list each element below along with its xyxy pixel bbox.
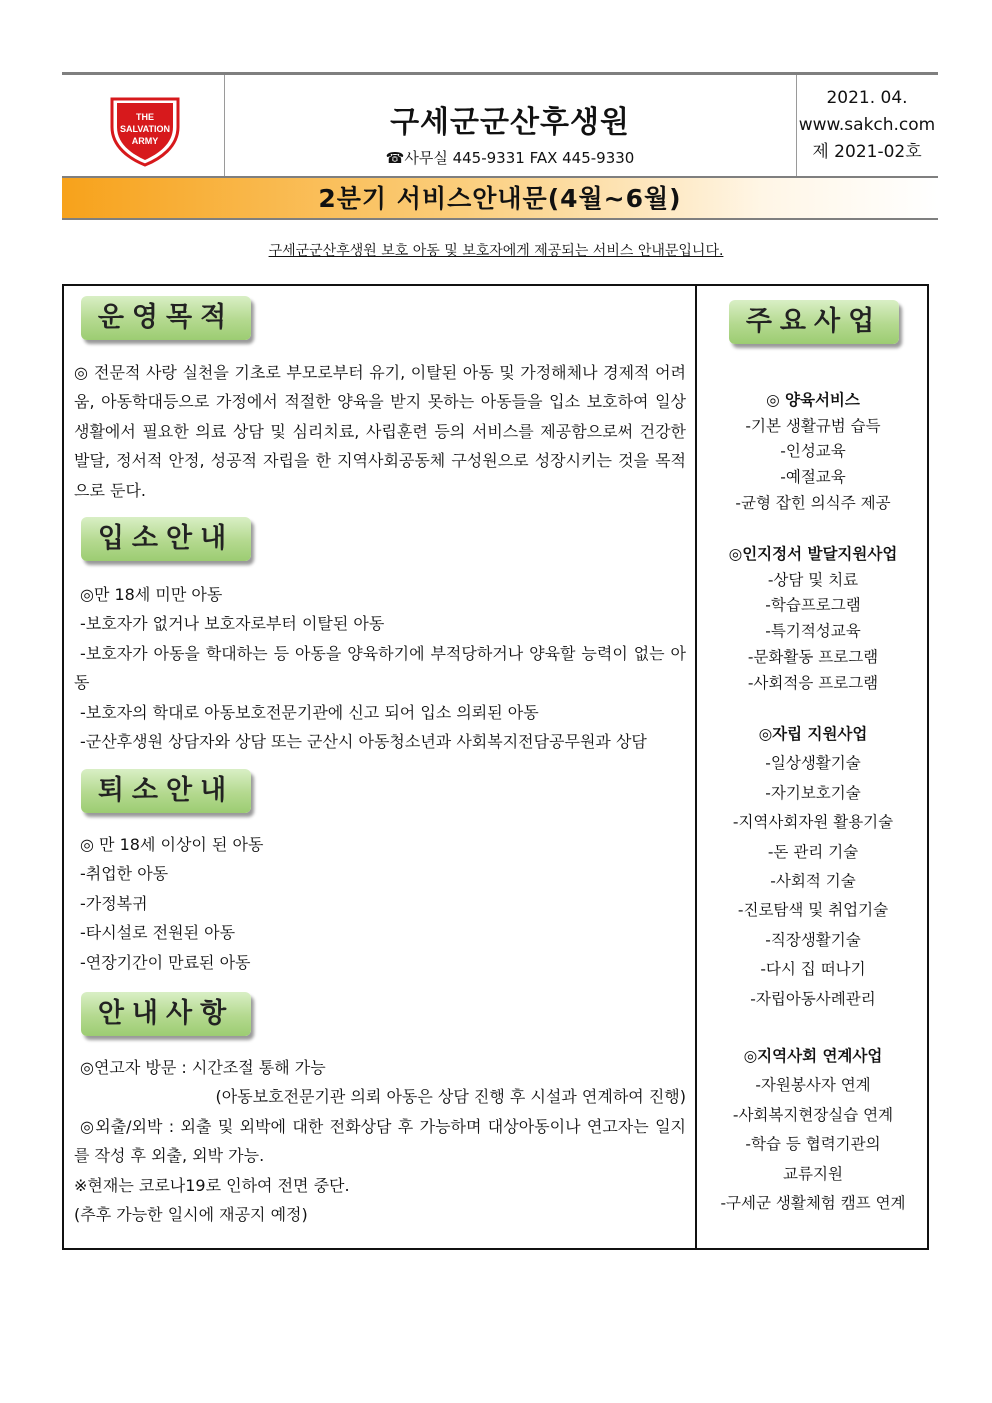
admission-item: -보호자의 학대로 아동보호전문기관에 신고 되어 입소 의뢰된 아동 <box>80 702 539 722</box>
website-link[interactable]: www.sakch.com <box>798 115 936 135</box>
project-item: -학습프로그램 <box>765 596 861 615</box>
project-item: -돈 관리 기술 <box>767 842 859 861</box>
project-group-childcare <box>697 388 929 517</box>
admission-label: 입소안내 <box>81 517 251 561</box>
purpose-text: ◎ 전문적 사랑 실천을 기초로 부모로부터 유기, 이탈된 아동 및 가정해체나 경제적 어려움, 아동학대등으로 가정에서 적절한 양육을 받지 못하는 아동들을 입소 보호하여 일상생활에서 필요한 의료 상담 및 심리치료, 사립훈련 등의 서비스를 제공함으로써 건강한 발달, 정서적 안정, 성공적 자립을 한 지역사회공동체 구성원으로 성장시키는 것을 목적으로 둔다. <box>74 363 686 500</box>
project-item: -직장생활기술 <box>765 930 861 949</box>
issue-number: 제 2021-02호 <box>812 142 922 162</box>
notice-covid: ※현재는 코로나19로 인하여 전면 중단. <box>74 1175 350 1195</box>
main-projects-label: 주요사업 <box>729 300 899 344</box>
admission-item: ◎만 18세 미만 아동 <box>80 585 223 604</box>
purpose-label: 운영목적 <box>81 296 251 340</box>
project-item: -상담 및 치료 <box>767 570 859 589</box>
notice-visit: ◎연고자 방문 : 시간조절 통해 가능 <box>80 1058 326 1077</box>
title-cell <box>224 75 797 176</box>
info-cell <box>796 75 938 176</box>
project-group-development <box>697 542 929 696</box>
project-item: -일상생활기술 <box>765 754 861 773</box>
main-content-box <box>62 284 929 1250</box>
banner-title: 2분기 서비스안내문(4월~6월) <box>318 184 682 213</box>
document-subtitle: 구세군군산후생원 보호 아동 및 보호자에게 제공되는 서비스 안내문입니다. <box>268 243 724 259</box>
logo-line-2: SALVATION <box>120 124 170 134</box>
project-item: -구세군 생활체험 캠프 연계 <box>720 1194 906 1213</box>
project-item: -특기적성교육 <box>765 622 861 641</box>
project-item: -다시 집 떠나기 <box>760 960 866 979</box>
logo-cell <box>62 75 225 176</box>
notice-visit-note: (아동보호전문기관 의뢰 아동은 상담 진행 후 시설과 연계하여 진행) <box>215 1087 686 1107</box>
org-contact: ☎사무실 445-9331 FAX 445-9330 <box>385 149 635 167</box>
project-item: -지역사회자원 활용기술 <box>732 813 894 832</box>
discharge-item: -가정복귀 <box>80 893 148 913</box>
project-item: -사회적 기술 <box>770 872 856 891</box>
document-header <box>62 72 938 178</box>
admission-item: -보호자가 없거나 보호자로부터 이탈된 아동 <box>80 614 385 634</box>
notice-future: (추후 가능한 일시에 재공지 예정) <box>74 1205 308 1225</box>
project-group-title: ◎ 양육서비스 <box>766 391 860 409</box>
project-group-title: ◎인지정서 발달지원사업 <box>728 545 898 563</box>
project-item: -자기보호기술 <box>765 783 861 802</box>
project-item: -사회적응 프로그램 <box>747 673 879 692</box>
project-group-title: ◎지역사회 연계사업 <box>743 1047 883 1065</box>
title-banner <box>62 178 938 220</box>
project-item: -학습 등 협력기관의 <box>745 1135 881 1154</box>
notice-list <box>74 1053 686 1229</box>
discharge-item: -연장기간이 만료된 아동 <box>80 952 251 972</box>
discharge-item: ◎ 만 18세 이상이 된 아동 <box>80 835 264 854</box>
notice-outing: ◎외출/외박 : 외출 및 외박에 대한 전화상담 후 가능하며 대상아동이나 연고자는 일지를 작성 후 외출, 외박 가능. <box>74 1116 686 1166</box>
project-group-independence <box>697 720 929 1014</box>
project-item: -자원봉사자 연계 <box>755 1076 871 1095</box>
project-item: -균형 잡힌 의식주 제공 <box>735 493 891 512</box>
project-item: -진로탐색 및 취업기술 <box>737 901 889 920</box>
project-group-community <box>697 1042 929 1218</box>
admission-item: -군산후생원 상담자와 상담 또는 군산시 아동청소년과 사회복지전담공무원과 상담 <box>80 732 647 752</box>
admission-list <box>74 580 686 756</box>
logo-line-3: ARMY <box>131 136 159 146</box>
project-item: -사회복지현장실습 연계 <box>732 1105 894 1124</box>
discharge-item: -타시설로 전원된 아동 <box>80 923 236 943</box>
discharge-item: -취업한 아동 <box>80 864 169 884</box>
salvation-army-logo <box>102 93 188 167</box>
project-item: -예절교육 <box>780 468 846 487</box>
issue-date: 2021. 04. <box>826 88 908 108</box>
notice-label: 안내사항 <box>81 992 251 1036</box>
project-item: -인성교육 <box>780 442 846 461</box>
admission-item: -보호자가 아동을 학대하는 등 아동을 양육하기에 부적당하거나 양육할 능력이 없는 아동 <box>74 643 686 693</box>
project-item: 교류지원 <box>783 1164 843 1183</box>
project-item: -문화활동 프로그램 <box>747 647 879 666</box>
project-group-title: ◎자립 지원사업 <box>758 725 868 743</box>
discharge-label: 퇴소안내 <box>81 769 251 813</box>
org-name: 구세군군산후생원 <box>390 105 630 140</box>
project-item: -자립아동사례관리 <box>750 989 876 1008</box>
discharge-list <box>74 830 686 977</box>
logo-line-1: THE <box>136 112 154 122</box>
project-item: -기본 생활규범 습득 <box>745 416 881 435</box>
